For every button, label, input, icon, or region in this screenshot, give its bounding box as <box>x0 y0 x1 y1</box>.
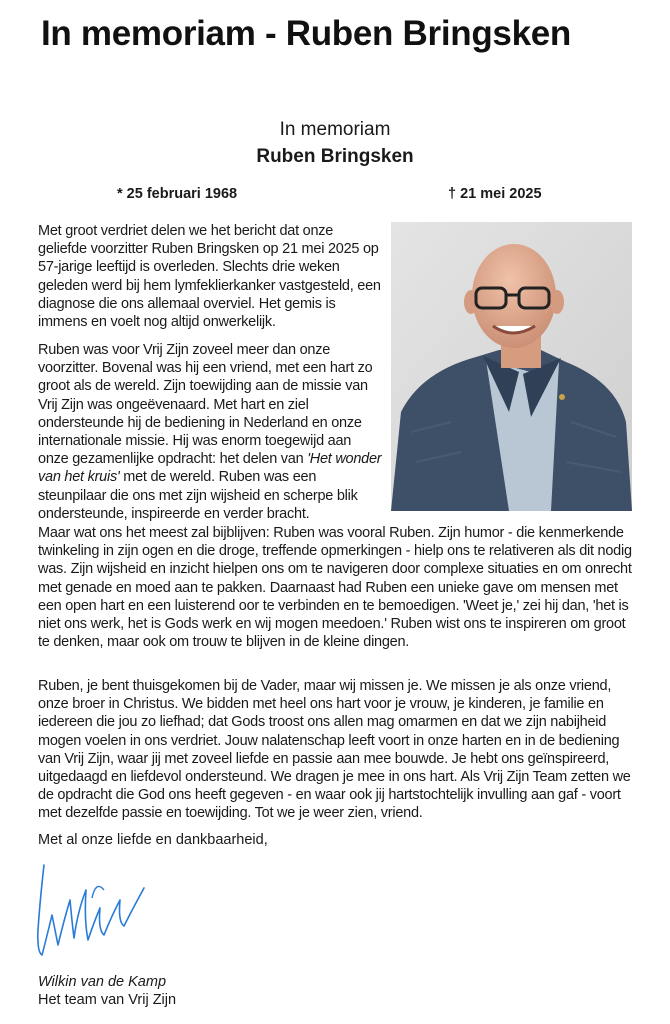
signature <box>34 860 149 965</box>
memoriam-heading <box>0 116 670 170</box>
paragraph-tribute <box>38 341 384 523</box>
memoriam-name: Ruben Bringsken <box>256 146 414 167</box>
paragraph-memories: Maar wat ons het meest zal bijblijven: Ruben was vooral Ruben. Zijn humor - die kenmerkende twinkeling in zijn ogen en die droge, treffende opmerkingen - hielp ons te relativeren als dit nodig was. Zijn wijsheid en inzicht hielpen ons om te navigeren door complexe situaties en om onrecht met genade en moed aan te pakken. Daarnaast had Ruben een unieke gave om mensen met een open hart en een luisterend oor te verbinden en te bemoedigen. 'Weet je,' zei hij dan, 'het is niet ons werk, het is Gods werk en wij mogen meedoen.' Ruben wist ons te inspireren om groot te denken, maar ook om trouw te blijven in de kleine dingen. <box>38 525 632 651</box>
tribute-quote: 'Het wonder van het kruis' <box>38 451 382 486</box>
signer-team: Het team van Vrij Zijn <box>38 992 177 1008</box>
tribute-text-end: met de wereld. Ruben was een steunpilaar die ons met zijn wijsheid en scherpe blik ondersteunde, inspireerde en verder bracht. <box>38 469 358 522</box>
memoriam-label: In memoriam <box>279 119 391 140</box>
signature-scribble <box>34 860 149 960</box>
portrait-photo <box>391 222 632 511</box>
closing-line: Met al onze liefde en dankbaarheid, <box>38 832 268 848</box>
paragraph-announcement: Met groot verdriet delen we het bericht dat onze geliefde voorzitter Ruben Bringsken op 21 mei 2025 op 57-jarige leeftijd is overleden. Slechts drie weken geleden werd bij hem lymfeklierkanker vastgesteld, een diagnose die ons allemaal overviel. Het gemis is immens en voelt nog altijd onwerkelijk. <box>38 223 381 331</box>
portrait-illustration <box>391 222 632 511</box>
tribute-text-start: Ruben was voor Vrij Zijn zoveel meer dan onze voorzitter. Bovenal was hij een vriend, met een hart zo groot als de wereld. Zijn toewijding aan de missie van Vrij Zijn was ongeëvenaard. Met hart en ziel ondersteunde hij de bediening in Nederland en onze internationale missie. Hij was enorm toegewijd aan onze gezamenlijke opdracht: het delen van <box>38 342 373 468</box>
paragraph-farewell: Ruben, je bent thuisgekomen bij de Vader, maar wij missen je. We missen je als onze vriend, onze broer in Christus. We bidden met heel ons hart voor je vrouw, je kinderen, je familie en iedereen die jou zo liefhad; dat Gods troost ons allen mag omarmen en dat we zijn nabijheid mogen voelen in ons verdriet. Jouw nalatenschap leeft voort in onze harten en in de bediening van Vrij Zijn, waar jij met zoveel liefde en passie aan mee bouwde. Je hebt ons geïnspireerd, uitgedaagd en liefdevol ondersteund. We dragen je mee in ons hart. Als Vrij Zijn Team zetten we de opdracht die God ons heeft gegeven - en waar ook jij hartstochtelijk invulling aan gaf - voort met dezelfde passie en toewijding. Tot we je weer zien, vriend. <box>38 678 631 822</box>
page-title: In memoriam - Ruben Bringsken <box>41 14 572 53</box>
birth-date: * 25 februari 1968 <box>117 186 238 202</box>
death-date: † 21 mei 2025 <box>448 186 542 202</box>
signer-block <box>38 973 176 1009</box>
signer-name: Wilkin van de Kamp <box>38 974 167 990</box>
